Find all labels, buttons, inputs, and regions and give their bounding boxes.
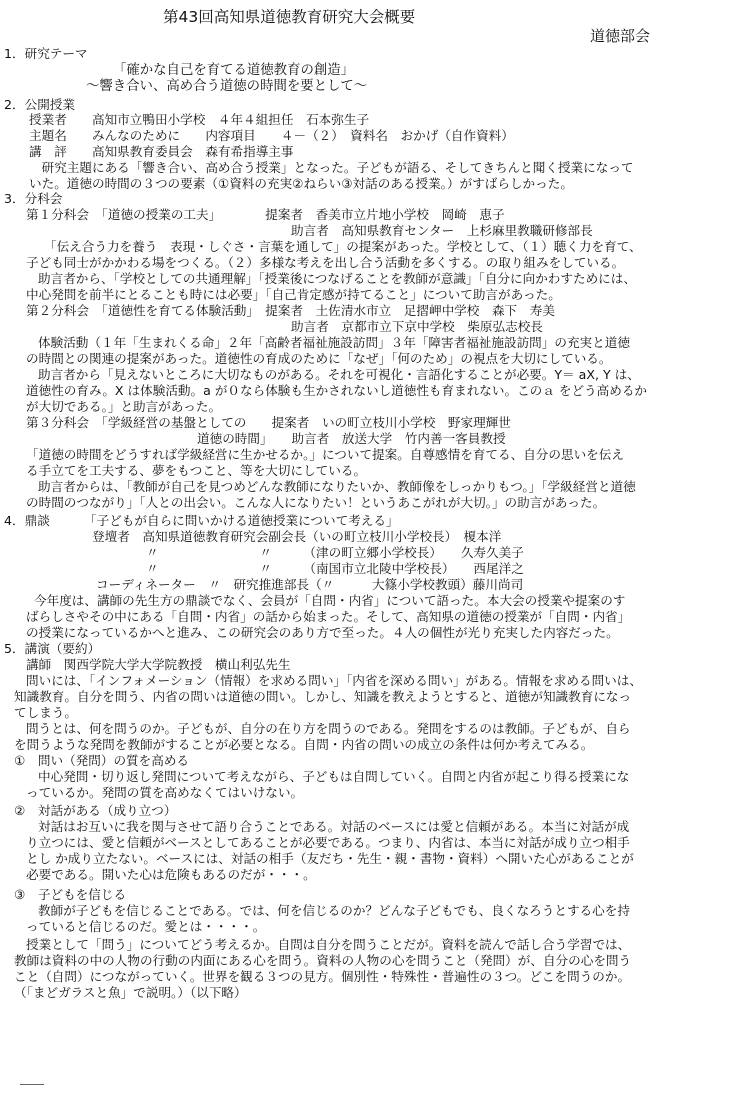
paragraph-line: 「伝え合う力を養う 表現・しぐさ・言葉を通して」の提案があった。学校として、（１）聴く力を育て、 [44,239,642,254]
paragraph-line: 体験活動（１年「生まれくる命」２年「高齢者福祉施設訪問」３年「障害者福祉施設訪問」の充実と道徳 [38,335,630,350]
paragraph-line: （「まどガラスと魚」で説明。）（以下略） [14,985,247,1000]
open-class-reviewer: 講 評 高知県教育委員会 森有希指導主事 [29,144,294,159]
subcommittee-3-header: 第３分科会 「学級経営の基盤としての 提案者 いの町立枝川小学校 野家理輝世 [26,415,511,430]
document-title: 第43回高知県道徳教育研究大会概要 [163,8,416,26]
section-2-heading: 2．公開授業 [4,97,75,112]
point-1-heading: ① 問い（発問）の質を高める [14,753,190,768]
paragraph-line: 問いには、「インフォメーション（情報）を求める問い」「内省を深める問い」がある。情報を求める問いは、 [26,673,642,688]
panelist-row: 登壇者 高知県道徳教育研究会副会長（いの町立枝川小学校長） 榎本洋 [92,529,502,544]
paragraph-line: っていると信じるのだ。愛とは・・・・。 [26,919,266,934]
paragraph-line: の授業になっているかへと進み、この研究会のあり方で至った。４人の個性が光り充実した内容だった。 [26,625,619,640]
paragraph-line: 助言者から、「学校としての共通理解」「授業後につなげることを教師が意識」「自分に向かわすためには、 [38,271,636,286]
paragraph-line: の時間との関連の提案があった。道徳性の育成のために「なぜ」「何のため」の視点を大切にしている。 [26,351,612,366]
paragraph-line: 教師は資料の中の人物の行動の内面にある心を問う。資料の人物の心を問うこと（発問）が、自分の心を問う [14,953,632,968]
subcommittee-1-advisor: 助言者 高知県教育センター 上杉麻里教職研修部長 [291,223,593,238]
symposium-theme: 「子どもが自らに問いかける道徳授業について考える」 [84,513,399,528]
subcommittee-2-advisor: 助言者 京都市立下京中学校 柴原弘志校長 [291,319,543,334]
paragraph-line: 中心発問・切り返し発問について考えながら、子どもは自問していく。自問と内省が起こり得る授業にな [38,769,630,784]
section-3-heading: 3．分科会 [4,191,63,206]
paragraph-line: ばらしさやその中にある「自問・内省」の話から始まった。そして、高知県の道徳の授業が「自問・内省」 [26,609,631,624]
section-5-heading: 5．講演（要約） [4,641,101,656]
section-1-heading: 1．研究テーマ [4,46,88,61]
paragraph-line: とし か成り立たない。ベースには、対話の相手（友だち・先生・親・書物・資料）へ開いた心があることが [26,851,634,866]
paragraph-line: の時間のつながり」「人との出会い。こんな人になりたい！というあこがれが大切。」の助言があった。 [26,495,606,510]
open-class-subject: 主題名 みんなのために 内容項目 ４－（２） 資料名 おかげ（自作資料） [29,128,514,143]
paragraph-line: てしまう。 [14,705,77,720]
paragraph-line: いた。道徳の時間の３つの要素（①資料の充実②ねらい③対話のある授業。）がすばらしかった。 [29,176,573,191]
research-theme-sub: ～響き合い、高め合う道徳の時間を要として～ [86,79,368,94]
footer-mark [20,1084,44,1085]
paragraph-line: っているか。発問の質を高めなくてはいけない。 [26,785,304,800]
research-theme-main: 「確かな自己を育てる道徳教育の創造」 [113,63,355,78]
paragraph-line: 問うとは、何を問うのか。子どもが、自分の在り方を問うのである。発問をするのは教師。子どもが、自ら [26,721,631,736]
point-2-heading: ② 対話がある（成り立つ） [14,803,177,818]
paragraph-line: を問うような発問を教師がすることが必要となる。自問・内省の問いの成立の条件は何か考えてみる。 [14,737,594,752]
point-3-heading: ③ 子どもを信じる [14,887,127,902]
subcommittee-1-header: 第１分科会 「道徳の授業の工夫」 提案者 香美市立片地小学校 岡崎 恵子 [26,207,505,222]
department-name: 道徳部会 [590,27,651,45]
paragraph-line: 道徳性の育み。X は体験活動。a が０なら体験も生かされないし道徳性も育まれない。このａ をどう高めるか [26,383,648,398]
paragraph-line: が大切である。」と助言があった。 [26,399,222,414]
paragraph-line: 今年度は、講師の先生方の鼎談でなく、会員が「自問・内省」について語った。本大会の授業や提案のす [34,593,626,608]
paragraph-line: 知識教育。自分を問う、内省の問いは道徳の問い。しかし、知識を教えようとすると、道徳が知識教育になっ [14,689,632,704]
paragraph-line: 「道徳の時間をどうすれば学級経営に生かせるか。」について提案。自尊感情を育てる、自分の思いを伝え [26,447,624,462]
panelist-row: 〃 〃 （南国市立北陵中学校長） 西尾洋之 [146,561,524,576]
paragraph-line: 対話はお互いに我を関与させて語り合うことである。対話のベースには愛と信頼がある。本当に対話が成 [38,819,630,834]
paragraph-line: る手立てを工夫する、夢をもつこと、等を大切にしている。 [26,463,367,478]
paragraph-line: 教師が子どもを信じることである。では、何を信じるのか？どんな子どもでも、良くなろうとする心を持 [38,903,630,918]
subcommittee-2-header: 第２分科会 「道徳性を育てる体験活動」 提案者 土佐清水市立 足摺岬中学校 森下 寿美 [26,303,555,318]
paragraph-line: 子ども同士がかかわる場をつくる。（２）多様な考えを出し合う活動を多くする。の取り組みをしている。 [26,255,625,270]
paragraph-line: 中心発問を前半にとることも時には必要」「自己肯定感が持てること」について助言があった。 [26,287,561,302]
panelist-row: 〃 〃 （津の町立郷小学校長） 久寿久美子 [146,545,524,560]
paragraph-line: 授業として「問う」についてどう考えるか。自問は自分を問うことだが。資料を読んで話し合う学習では、 [26,937,631,952]
paragraph-line: 助言者からは、「教師が自己を見つめどんな教師になりたいか、教師像をしっかりもつ。」「学級経営と道徳 [38,479,636,494]
paragraph-line: り立つには、愛と信頼がベースとしてあることが必要である。つまり、内省は、本当に対話が成り立つ相手 [26,835,630,850]
lecturer: 講師 関西学院大学大学院教授 横山利弘先生 [26,657,291,672]
open-class-teacher: 授業者 高知市立鴨田小学校 ４年４組担任 石本弥生子 [29,112,370,127]
paragraph-line: 研究主題にある「響き合い、高め合う授業」となった。子どもが語る、そしてきちんと聞く授業になって [29,160,634,175]
coordinator-row: コーディネーター 〃 研究推進部長（〃 大篠小学校教頭）藤川尚司 [96,577,524,592]
paragraph-line: 必要である。開いた心は危険もあるのだが・・・。 [26,867,316,882]
paragraph-line: 助言者から「見えないところに大切なものがある。それを可視化・言語化することが必要。Y＝ aX, Y は、 [38,367,640,382]
paragraph-line: こと（自問）につながっていく。世界を観る３つの見方。個別性・特殊性・普遍性の３つ。どこを問うのか。 [14,969,631,984]
subcommittee-3-advisor: 道徳の時間」 助言者 放送大学 竹内善一客員教授 [197,431,506,446]
section-4-heading: 4．鼎談 [4,513,50,528]
